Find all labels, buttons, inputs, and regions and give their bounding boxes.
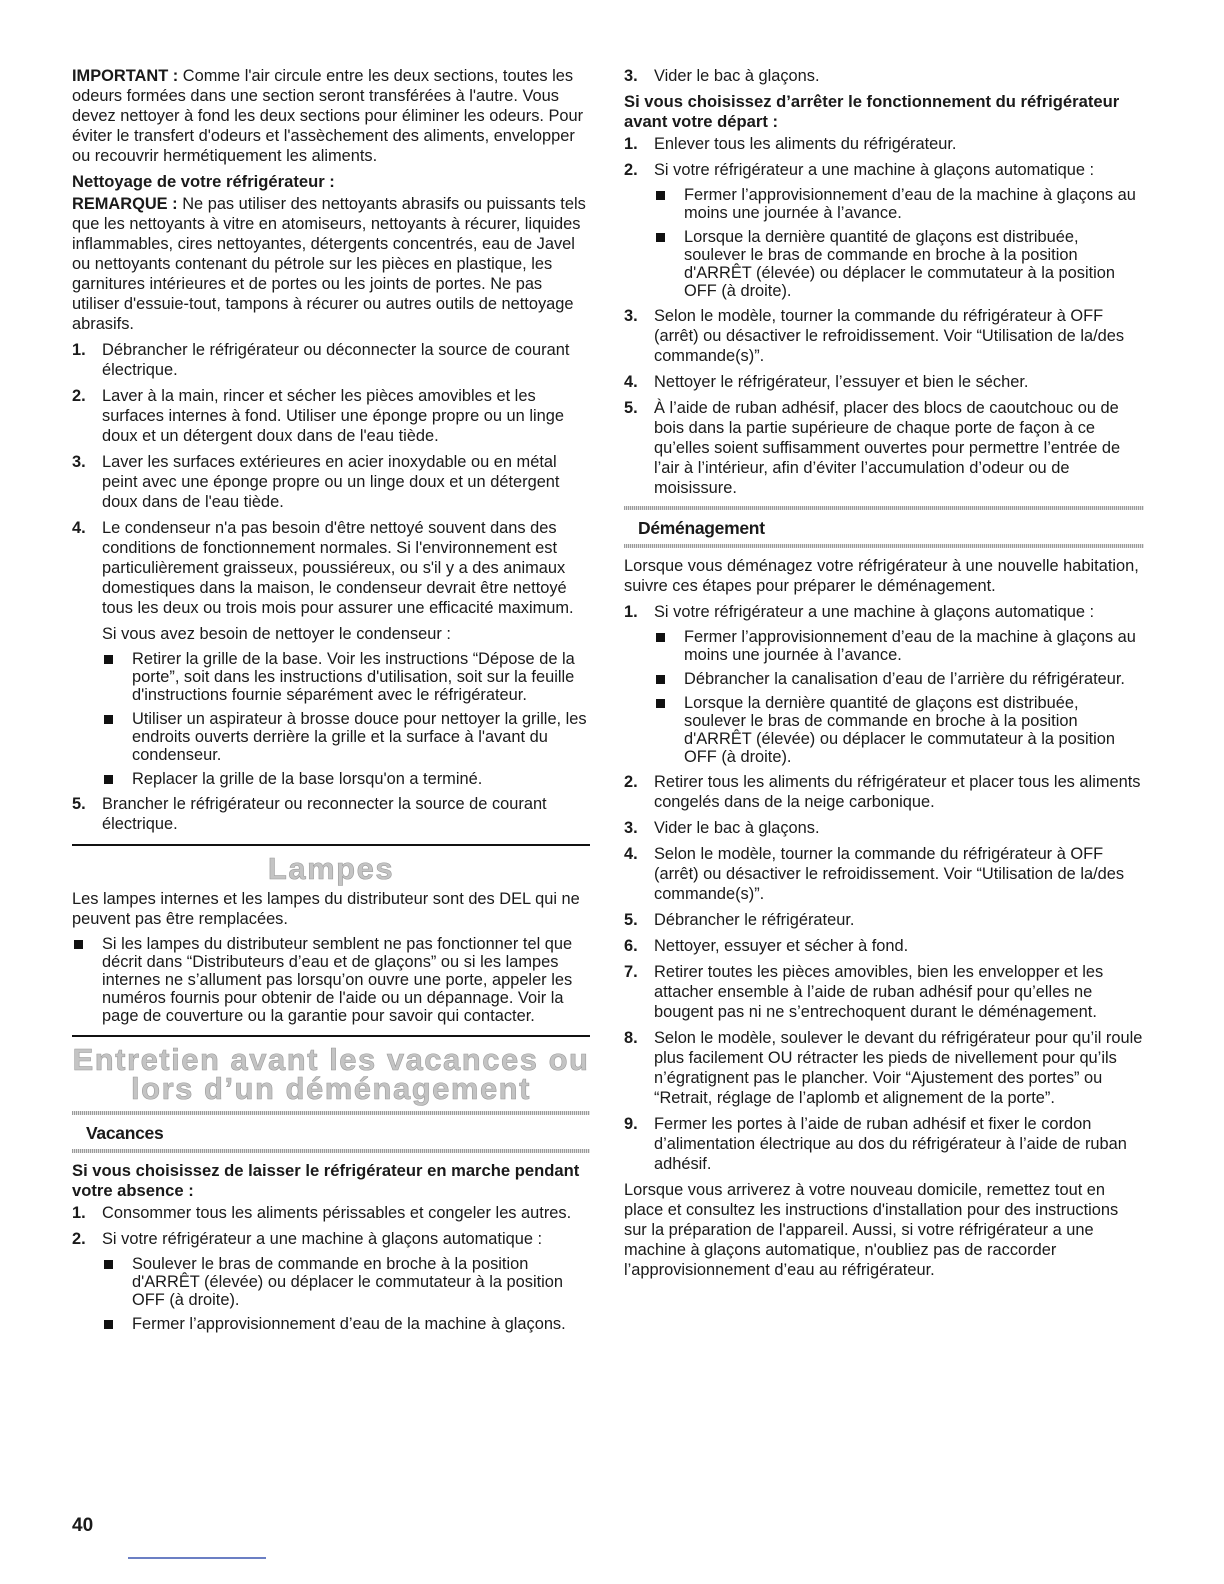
page-number: 40 — [72, 1515, 94, 1536]
item-text: Retirer toutes les pièces amovibles, bien les envelopper et les attacher ensemble à l’aide de ruban adhésif pour qu’elles ne bougent pas ni ne s’entrechoquent durant le déménagement. — [654, 963, 1104, 1021]
numbered-item — [624, 602, 1144, 766]
item-number: 3. — [72, 453, 86, 471]
paragraph-text: Lorsque vous arriverez à votre nouveau domicile, remettez tout en place et consultez les instructions d'installation pour des instructions sur la préparation de l'appareil. Aussi, si votre réfrigérateur a une machine à glaçons automatique, n'oubliez pas de raccorder l’approvisionnement d’eau au réfrigérateur. — [624, 1181, 1119, 1279]
bullet-item — [102, 1315, 590, 1333]
item-number: 2. — [72, 387, 86, 405]
numbered-item — [624, 936, 1144, 956]
item-number: 3. — [624, 819, 638, 837]
item-number: 1. — [624, 135, 638, 153]
numbered-item — [624, 134, 1144, 154]
bullet-text: Soulever le bras de commande en broche à la position d'ARRÊT (élevée) ou déplacer le commutateur à la position OFF (à droite). — [132, 1255, 564, 1309]
item-text: Nettoyer le réfrigérateur, l’essuyer et bien le sécher. — [654, 373, 1029, 391]
numbered-item — [624, 910, 1144, 930]
item-number: 4. — [72, 519, 86, 537]
paragraph — [624, 556, 1144, 596]
paragraph-lead: REMARQUE : — [72, 195, 178, 213]
bullet-item — [102, 710, 590, 764]
hatched-heading — [72, 1111, 590, 1153]
paragraph-text: Les lampes internes et les lampes du distributeur sont des DEL qui ne peuvent pas être remplacées. — [72, 890, 580, 928]
item-number: 4. — [624, 845, 638, 863]
item-number: 1. — [72, 341, 86, 359]
item-text: Débrancher le réfrigérateur. — [654, 911, 855, 929]
item-number: 5. — [624, 911, 638, 929]
bullet-item — [654, 186, 1144, 222]
paragraph — [72, 194, 590, 334]
square-bullet-icon — [656, 699, 665, 708]
footer-line — [128, 1557, 266, 1559]
numbered-item — [624, 1114, 1144, 1174]
item-text: À l’aide de ruban adhésif, placer des blocs de caoutchouc ou de bois dans la partie supérieure de chaque porte de façon à ce qu’elles soient suffisamment ouvertes pour permettre l’entrée de l’air à l’intérieur, afin d’éviter l’accumulation d’odeur ou de moisissure. — [654, 399, 1121, 497]
numbered-item — [624, 1028, 1144, 1108]
numbered-item — [624, 818, 1144, 838]
item-number: 1. — [72, 1204, 86, 1222]
bullet-item — [654, 694, 1144, 766]
item-text: Laver à la main, rincer et sécher les pièces amovibles et les surfaces internes à fond. Utiliser une éponge propre ou un linge doux et un détergent doux dans de l'eau tiède. — [102, 387, 564, 445]
numbered-item — [624, 962, 1144, 1022]
numbered-item — [624, 306, 1144, 366]
bullet-text: Fermer l’approvisionnement d’eau de la machine à glaçons. — [132, 1315, 566, 1333]
numbered-item — [72, 1229, 590, 1333]
paragraph — [624, 1180, 1144, 1280]
bullet-item — [102, 1255, 590, 1309]
paragraph-text: Comme l'air circule entre les deux sections, toutes les odeurs formées dans une section seront transférées à l'autre. Vous devez nettoyer à fond les deux sections pour éliminer les odeurs. Pour éviter le transfert d'odeurs et l'assèchement des aliments, envelopper ou recouvrir hermétiquement les aliments. — [72, 67, 584, 165]
bullet-item — [102, 770, 590, 788]
item-text: Brancher le réfrigérateur ou reconnecter la source de courant électrique. — [102, 795, 547, 833]
paragraph-text: Ne pas utiliser des nettoyants abrasifs ou puissants tels que les nettoyants à vitre en atomiseurs, nettoyants à récurer, liquides inflammables, cires nettoyantes, détergents concentrés, eau de Javel ou nettoyants contenant du pétrole sur les pièces en plastique, les garnitures intérieures et de portes ou les joints de portes. Ne pas utiliser d'essuie-tout, tampons à récurer ou autres outils de nettoyage abrasifs. — [72, 195, 586, 333]
item-number: 9. — [624, 1115, 638, 1133]
item-text: Nettoyer, essuyer et sécher à fond. — [654, 937, 909, 955]
numbered-item — [72, 452, 590, 512]
numbered-item — [624, 66, 1144, 86]
section-title: Entretien avant les vacances ou lors d’un déménagement — [72, 1042, 590, 1106]
item-text: Vider le bac à glaçons. — [654, 819, 820, 837]
bullet-text: Utiliser un aspirateur à brosse douce pour nettoyer la grille, les endroits ouverts derrière la grille et la surface à l'avant du condenseur. — [132, 710, 587, 764]
numbered-item — [72, 340, 590, 380]
bullet-item — [654, 670, 1144, 688]
item-text: Enlever tous les aliments du réfrigérateur. — [654, 135, 957, 153]
paragraph — [72, 66, 590, 166]
item-text: Selon le modèle, soulever le devant du réfrigérateur pour qu’il roule plus facilement OU rétracter les pieds de nivellement pour qu’ils n’égratignent pas le plancher. Voir “Ajustement des portes” ou “Retrait, réglage de l’aplomb et alignement de la porte”. — [654, 1029, 1143, 1107]
item-text: Laver les surfaces extérieures en acier inoxydable ou en métal peint avec une éponge propre ou un linge doux et un détergent doux dans de l'eau tiède. — [102, 453, 560, 511]
heading-text: Déménagement — [638, 518, 765, 538]
item-number: 3. — [624, 307, 638, 325]
subheading: Si vous choisissez d’arrêter le fonctionnement du réfrigérateur avant votre départ : — [624, 92, 1120, 131]
bullet-item — [102, 650, 590, 704]
bullet-text: Lorsque la dernière quantité de glaçons est distribuée, soulever le bras de commande en broche à la position d'ARRÊT (élevée) ou déplacer le commutateur à la position OFF (à droite). — [684, 228, 1116, 300]
section-title: Lampes — [267, 851, 395, 886]
item-text: Retirer tous les aliments du réfrigérateur et placer tous les aliments congelés dans de la neige carbonique. — [654, 773, 1141, 811]
square-bullet-icon — [104, 655, 113, 664]
numbered-item — [624, 398, 1144, 498]
numbered-item — [72, 386, 590, 446]
item-text: Si votre réfrigérateur a une machine à glaçons automatique : — [654, 161, 1095, 179]
bullet-text: Retirer la grille de la base. Voir les instructions “Dépose de la porte”, soit dans les instructions d'utilisation, soit sur la feuille d'instructions fournie séparément avec le réfrigérateur. — [132, 650, 575, 704]
item-text: Fermer les portes à l’aide de ruban adhésif et fixer le cordon d’alimentation électrique au dos du réfrigérateur à l’aide de ruban adhésif. — [654, 1115, 1127, 1173]
paragraph-lead: IMPORTANT : — [72, 67, 179, 85]
item-note: Si vous avez besoin de nettoyer le condenseur : — [102, 625, 451, 643]
item-number: 7. — [624, 963, 638, 981]
square-bullet-icon — [74, 940, 83, 949]
square-bullet-icon — [656, 633, 665, 642]
paragraph — [72, 889, 590, 929]
item-number: 3. — [624, 67, 638, 85]
item-number: 5. — [624, 399, 638, 417]
numbered-item — [72, 794, 590, 834]
numbered-item — [624, 160, 1144, 300]
hatched-heading — [624, 506, 1144, 548]
right-column — [624, 66, 1144, 1286]
item-text: Débrancher le réfrigérateur ou déconnecter la source de courant électrique. — [102, 341, 570, 379]
numbered-item — [624, 372, 1144, 392]
hatched-rule — [72, 1149, 590, 1153]
bullet-item — [654, 228, 1144, 300]
subheading: Si vous choisissez de laisser le réfrigérateur en marche pendant votre absence : — [72, 1161, 580, 1200]
item-number: 6. — [624, 937, 638, 955]
square-bullet-icon — [104, 715, 113, 724]
numbered-item — [72, 518, 590, 788]
heading-text: Vacances — [86, 1123, 164, 1143]
square-bullet-icon — [104, 1260, 113, 1269]
item-number: 1. — [624, 603, 638, 621]
square-bullet-icon — [104, 1320, 113, 1329]
square-bullet-icon — [656, 191, 665, 200]
numbered-item — [72, 1203, 590, 1223]
item-number: 2. — [72, 1230, 86, 1248]
bullet-text: Lorsque la dernière quantité de glaçons est distribuée, soulever le bras de commande en broche à la position d'ARRÊT (élevée) ou déplacer le commutateur à la position OFF (à droite). — [684, 694, 1116, 766]
numbered-item — [624, 772, 1144, 812]
bullet-item — [654, 628, 1144, 664]
bullet-text: Débrancher la canalisation d’eau de l’arrière du réfrigérateur. — [684, 670, 1125, 688]
item-text: Le condenseur n'a pas besoin d'être nettoyé souvent dans des conditions de fonctionnement normales. Si l'environnement est particulièrement graisseux, poussiéreux, ou s'il y a des animaux domestiques dans la maison, le condenseur devrait être nettoyé tous les deux ou trois mois pour assurer une efficacité maximum. — [102, 519, 574, 617]
item-text: Si votre réfrigérateur a une machine à glaçons automatique : — [102, 1230, 543, 1248]
numbered-item — [624, 844, 1144, 904]
item-text: Selon le modèle, tourner la commande du réfrigérateur à OFF (arrêt) ou désactiver le refroidissement. Voir “Utilisation de la/des commande(s)”. — [654, 845, 1125, 903]
left-column — [72, 66, 590, 1339]
bullet-text: Si les lampes du distributeur semblent ne pas fonctionner tel que décrit dans “Distributeurs d’eau et de glaçons” ou si les lampes internes ne s’allument pas lorsqu’on ouvre une porte, appeler les numéros fournis pour obtenir de l'aide ou un dépannage. Voir la page de couverture ou la garantie pour savoir qui contacter. — [102, 935, 573, 1025]
bullet-item — [72, 935, 590, 1025]
item-text: Si votre réfrigérateur a une machine à glaçons automatique : — [654, 603, 1095, 621]
item-text: Vider le bac à glaçons. — [654, 67, 820, 85]
bullet-text: Replacer la grille de la base lorsqu'on a terminé. — [132, 770, 483, 788]
subheading: Nettoyage de votre réfrigérateur : — [72, 172, 335, 191]
item-number: 5. — [72, 795, 86, 813]
item-number: 8. — [624, 1029, 638, 1047]
section-divider — [72, 1035, 590, 1037]
item-number: 2. — [624, 773, 638, 791]
bullet-text: Fermer l’approvisionnement d’eau de la machine à glaçons au moins une journée à l’avance. — [684, 186, 1136, 222]
item-number: 2. — [624, 161, 638, 179]
item-text: Selon le modèle, tourner la commande du réfrigérateur à OFF (arrêt) ou désactiver le refroidissement. Voir “Utilisation de la/des commande(s)”. — [654, 307, 1125, 365]
bullet-text: Fermer l’approvisionnement d’eau de la machine à glaçons au moins une journée à l’avance. — [684, 628, 1136, 664]
section-divider — [72, 844, 590, 846]
hatched-rule — [624, 544, 1144, 548]
item-text: Consommer tous les aliments périssables et congeler les autres. — [102, 1204, 572, 1222]
square-bullet-icon — [104, 775, 113, 784]
square-bullet-icon — [656, 233, 665, 242]
paragraph-text: Lorsque vous déménagez votre réfrigérateur à une nouvelle habitation, suivre ces étapes pour préparer le déménagement. — [624, 557, 1139, 595]
square-bullet-icon — [656, 675, 665, 684]
item-number: 4. — [624, 373, 638, 391]
